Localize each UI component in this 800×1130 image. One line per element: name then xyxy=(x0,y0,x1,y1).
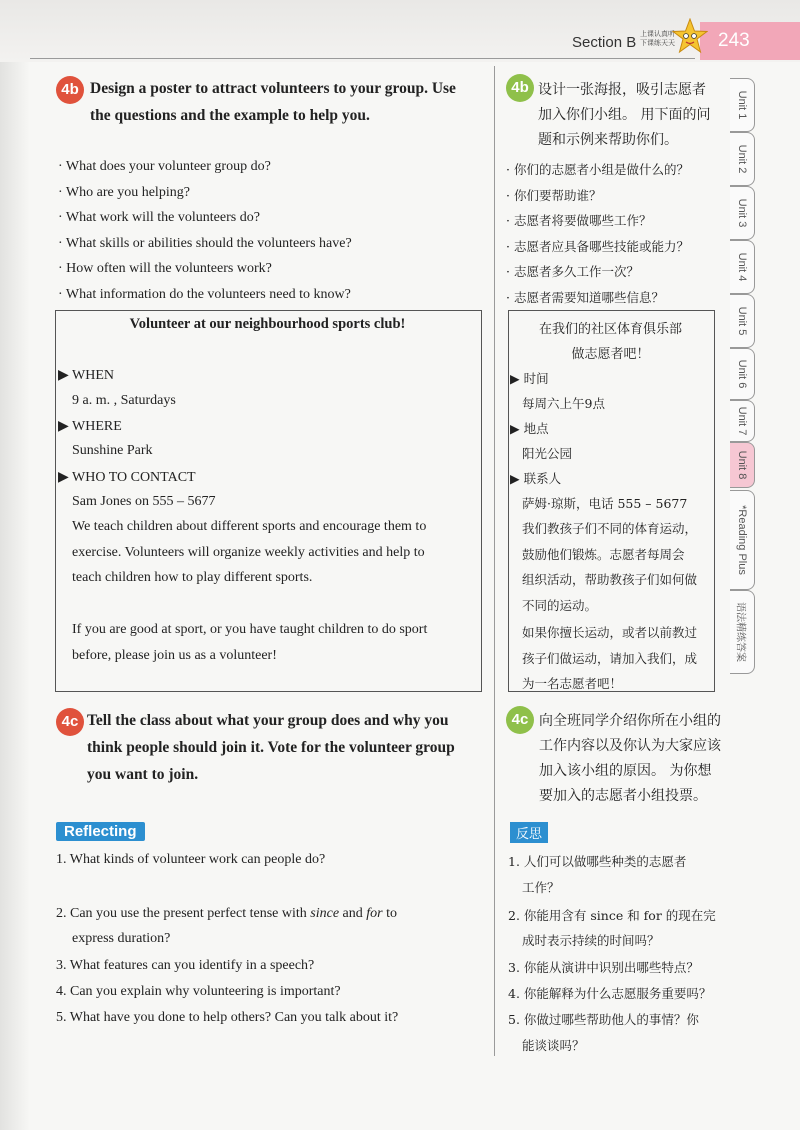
reflecting-item-cn: 1. 人们可以做哪些种类的志愿者 xyxy=(508,854,687,869)
activity-4c-line: Tell the class about what your group does and why you xyxy=(87,712,449,729)
poster-cn-where-label: ▶ 地点 xyxy=(510,421,549,436)
question-item: · How often will the volunteers work? xyxy=(58,261,272,276)
tab-label: *Reading Plus xyxy=(736,505,748,575)
question-item: · What information do the volunteers need to know? xyxy=(58,286,351,302)
tab-unit[interactable] xyxy=(730,294,755,348)
tab-unit[interactable] xyxy=(730,132,755,186)
tab-label: Unit 2 xyxy=(736,144,748,174)
tab-label: Unit 4 xyxy=(736,252,748,282)
poster-closing-line: If you are good at sport, or you have taught children to do sport xyxy=(72,622,428,637)
activity-4c-line: think people should join it. Vote for the volunteer group xyxy=(87,739,455,756)
activity-badge-4b: 4b xyxy=(56,76,84,104)
tab-unit[interactable] xyxy=(730,442,755,488)
activity-4c-cn-line: 工作内容以及你认为大家应该 xyxy=(539,738,721,754)
question-item-cn: · 你们要帮助谁？ xyxy=(506,187,602,203)
reflecting-item: express duration? xyxy=(72,931,171,946)
reflecting-item-cn: 3. 你能从演讲中识别出哪些特点？ xyxy=(508,960,699,975)
question-item: · What does your volunteer group do? xyxy=(58,159,271,174)
reflecting-item-cn: 能谈谈吗？ xyxy=(522,1038,585,1053)
tab-label: Unit 8 xyxy=(736,450,748,480)
poster-when-label: ▶ WHEN xyxy=(58,368,114,383)
activity-badge-4c: 4c xyxy=(56,708,84,736)
section-label: Section B xyxy=(572,34,637,51)
poster-cn-body-line: 不同的运动。 xyxy=(522,597,598,613)
reflecting-item-cn: 成时表示持续的时间吗？ xyxy=(522,933,660,948)
tab-label: Unit 7 xyxy=(736,406,748,436)
poster-title: Volunteer at our neighbourhood sports club! xyxy=(129,316,406,332)
star-mascot-icon xyxy=(672,18,708,56)
poster-cn-body-line: 我们教孩子们不同的体育运动， xyxy=(522,521,698,536)
tab-unit[interactable] xyxy=(730,490,755,590)
poster-where-value: Sunshine Park xyxy=(72,443,153,458)
question-item-cn: · 志愿者将要做哪些工作？ xyxy=(506,213,652,228)
tab-unit[interactable] xyxy=(730,348,755,400)
question-item: · Who are you helping? xyxy=(58,184,190,200)
poster-cn-closing-line: 如果你擅长运动，或者以前教过 xyxy=(522,625,698,640)
poster-where-label: ▶ WHERE xyxy=(58,419,122,434)
page-number: 243 xyxy=(718,30,750,51)
poster-cn-where-value: 阳光公园 xyxy=(522,446,573,461)
activity-badge-4c-cn: 4c xyxy=(506,706,534,734)
poster-cn-closing-line: 孩子们做运动，请加入我们，成 xyxy=(522,650,698,666)
reflecting-item-cn: 工作？ xyxy=(522,880,560,895)
activity-4c-cn-line: 向全班同学介绍你所在小组的 xyxy=(539,713,721,729)
page-gutter xyxy=(0,0,30,1130)
poster-cn-closing-line: 为一名志愿者吧！ xyxy=(522,676,623,691)
tab-label: Unit 6 xyxy=(736,359,748,389)
activity-4b-cn-instruction: 题和示例来帮助你们。 xyxy=(538,132,678,148)
question-item-cn: · 志愿者应具备哪些技能或能力？ xyxy=(506,238,689,254)
reflecting-item: 4. Can you explain why volunteering is important? xyxy=(56,984,341,999)
reflecting-item-cn: 4. 你能解释为什么志愿服务重要吗？ xyxy=(508,986,712,1001)
activity-4b-cn-instruction: 设计一张海报，吸引志愿者 xyxy=(538,82,706,98)
poster-cn-body-line: 组织活动，帮助教孩子们如何做 xyxy=(522,572,698,587)
column-divider xyxy=(494,66,495,1056)
question-item-cn: · 志愿者需要知道哪些信息？ xyxy=(506,289,664,305)
poster-cn-contact-label: ▶ 联系人 xyxy=(510,471,562,486)
activity-4c-cn-line: 加入该小组的原因。 为你想 xyxy=(539,763,712,779)
activity-badge-4b-cn: 4b xyxy=(506,74,534,102)
reflecting-item: 5. What have you done to help others? Can you talk about it? xyxy=(56,1010,399,1025)
header-rule xyxy=(30,58,695,59)
reflecting-item-cn: 2. 你能用含有 since 和 for 的现在完 xyxy=(508,908,716,923)
reflecting-title: Reflecting xyxy=(56,822,145,841)
reflecting-item-cn: 5. 你做过哪些帮助他人的事情？你 xyxy=(508,1012,699,1027)
poster-cn-when-value: 每周六上午9点 xyxy=(522,396,605,411)
poster-cn-body-line: 鼓励他们锻炼。志愿者每周会 xyxy=(522,546,685,562)
tab-unit[interactable] xyxy=(730,78,755,132)
poster-contact-value: Sam Jones on 555 – 5677 xyxy=(72,494,216,509)
tab-unit[interactable] xyxy=(730,400,755,442)
tab-unit[interactable] xyxy=(730,186,755,240)
reflecting-title-cn: 反思 xyxy=(510,822,548,843)
question-item-cn: · 你们的志愿者小组是做什么的？ xyxy=(506,162,689,177)
poster-cn-title2: 做志愿者吧！ xyxy=(571,347,650,362)
activity-4b-cn-instruction: 加入你们小组。 用下面的问 xyxy=(538,107,711,123)
activity-4c-line: you want to join. xyxy=(87,766,199,783)
question-item: · What work will the volunteers do? xyxy=(58,210,260,225)
tab-label: Unit 3 xyxy=(736,198,748,228)
tab-label: 语法精练答案 xyxy=(734,602,746,662)
activity-4c-cn-line: 要加入的志愿者小组投票。 xyxy=(539,788,707,804)
tab-label: Unit 1 xyxy=(736,90,748,120)
poster-cn-when-label: ▶ 时间 xyxy=(510,371,549,386)
poster-when-value: 9 a. m. , Saturdays xyxy=(72,393,176,408)
question-item-cn: · 志愿者多久工作一次？ xyxy=(506,264,639,279)
header-slogan: 上课认真听 下课练天天 xyxy=(640,30,675,47)
reflecting-item: 1. What kinds of volunteer work can people do? xyxy=(56,852,326,867)
tab-unit[interactable] xyxy=(730,240,755,294)
poster-closing-line: before, please join us as a volunteer! xyxy=(72,647,277,663)
poster-body-line: We teach children about different sports and encourage them to xyxy=(72,519,427,534)
tab-unit[interactable] xyxy=(730,590,755,674)
poster-body-line: exercise. Volunteers will organize weekly activities and help to xyxy=(72,544,425,560)
activity-4b-instruction: Design a poster to attract volunteers to your group. Use the questions and the example to help you. xyxy=(90,80,456,124)
reflecting-item: 2. Can you use the present perfect tense with since and for to xyxy=(56,906,397,921)
poster-contact-label: ▶ WHO TO CONTACT xyxy=(58,470,196,485)
reflecting-item: 3. What features can you identify in a speech? xyxy=(56,958,315,973)
poster-cn-title1: 在我们的社区体育俱乐部 xyxy=(538,322,682,337)
poster-cn-contact-value: 萨姆·琼斯，电话 555 – 5677 xyxy=(522,496,688,511)
tab-label: Unit 5 xyxy=(736,306,748,336)
question-item: · What skills or abilities should the volunteers have? xyxy=(58,235,352,251)
page-number-box xyxy=(700,22,800,60)
poster-body-line: teach children how to play different sports. xyxy=(72,570,313,585)
